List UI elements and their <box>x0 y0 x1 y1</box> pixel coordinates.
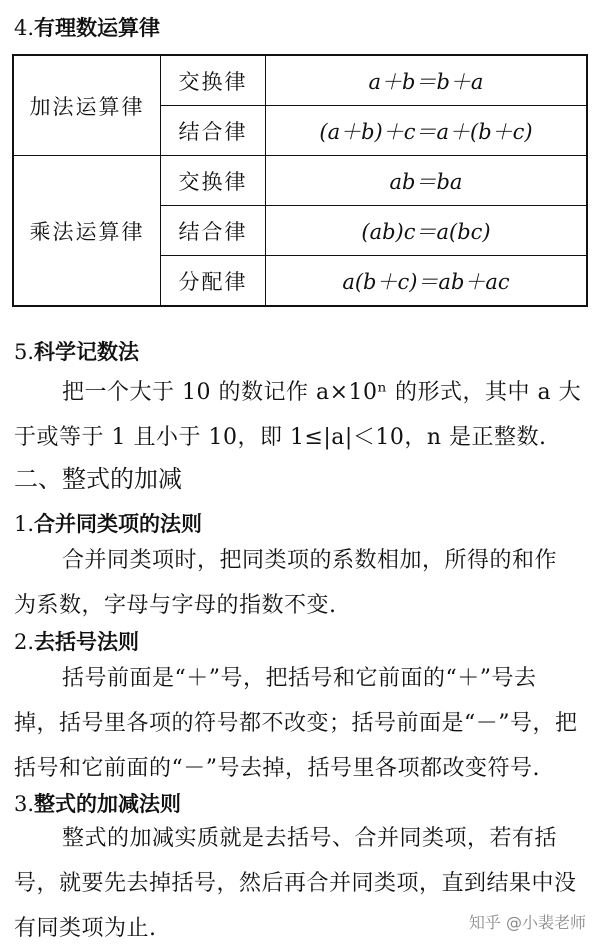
formula-cell: (ab)c＝a(bc) <box>266 206 588 256</box>
formula-cell: ab＝ba <box>266 156 588 206</box>
law-name-cell: 分配律 <box>161 256 266 307</box>
section-4-heading <box>14 14 160 42</box>
table-row <box>13 55 587 106</box>
paragraph-line: 于或等于 1 且小于 10，即 1≤|a|＜10，n 是正整数. <box>14 425 547 450</box>
section-5-heading <box>14 338 139 366</box>
paragraph-line: 括号和它前面的“－”号去掉，括号里各项都改变符号. <box>14 756 540 781</box>
formula-cell: a(b＋c)＝ab＋ac <box>266 256 588 307</box>
watermark: 知乎 @小裴老师 <box>468 913 586 932</box>
paragraph-line: 合并同类项时，把同类项的系数相加，所得的和作 <box>62 548 558 573</box>
remove-brackets-paragraph <box>14 656 594 791</box>
law-name-cell: 结合律 <box>161 106 266 156</box>
paragraph-line: 为系数，字母与字母的指数不变. <box>14 593 337 618</box>
paragraph-line: 号，就要先去掉括号，然后再合并同类项，直到结果中没 <box>14 871 577 896</box>
section-2-title: 去括号法则 <box>34 629 140 654</box>
paragraph-line: 掉，括号里各项的符号都不改变；括号前面是“－”号，把 <box>14 711 578 736</box>
paragraph-line: 括号前面是“＋”号，把括号和它前面的“＋”号去 <box>62 666 537 691</box>
chapter-2-title: 二、整式的加减 <box>14 465 182 493</box>
category-cell: 加法运算律 <box>13 55 161 156</box>
paragraph-line: 有同类项为止. <box>14 916 157 941</box>
operation-laws-table <box>12 54 588 307</box>
law-name-cell: 结合律 <box>161 206 266 256</box>
section-5-number: 5. <box>14 340 35 364</box>
combine-like-terms-paragraph <box>14 538 594 628</box>
section-3-number: 3. <box>14 792 35 816</box>
sci-notation-paragraph <box>14 370 594 460</box>
section-3-title: 整式的加减法则 <box>34 791 182 816</box>
formula-cell: a＋b＝b＋a <box>266 55 588 106</box>
section-1-heading <box>14 510 202 538</box>
section-3-heading <box>14 790 181 818</box>
section-2-heading <box>14 628 139 656</box>
section-1-title: 合并同类项的法则 <box>34 511 203 536</box>
law-name-cell: 交换律 <box>161 55 266 106</box>
formula-cell: (a＋b)＋c＝a＋(b＋c) <box>266 106 588 156</box>
paragraph-line: 把一个大于 10 的数记作 a×10ⁿ 的形式，其中 a 大 <box>62 380 582 405</box>
section-4-number: 4. <box>14 16 35 40</box>
section-2-number: 2. <box>14 630 35 654</box>
law-name-cell: 交换律 <box>161 156 266 206</box>
section-4-title: 有理数运算律 <box>34 15 161 40</box>
section-1-number: 1. <box>14 512 35 536</box>
table-row <box>13 156 587 206</box>
paragraph-line: 整式的加减实质就是去括号、合并同类项，若有括 <box>62 826 558 851</box>
section-5-title: 科学记数法 <box>34 339 140 364</box>
category-cell: 乘法运算律 <box>13 156 161 307</box>
